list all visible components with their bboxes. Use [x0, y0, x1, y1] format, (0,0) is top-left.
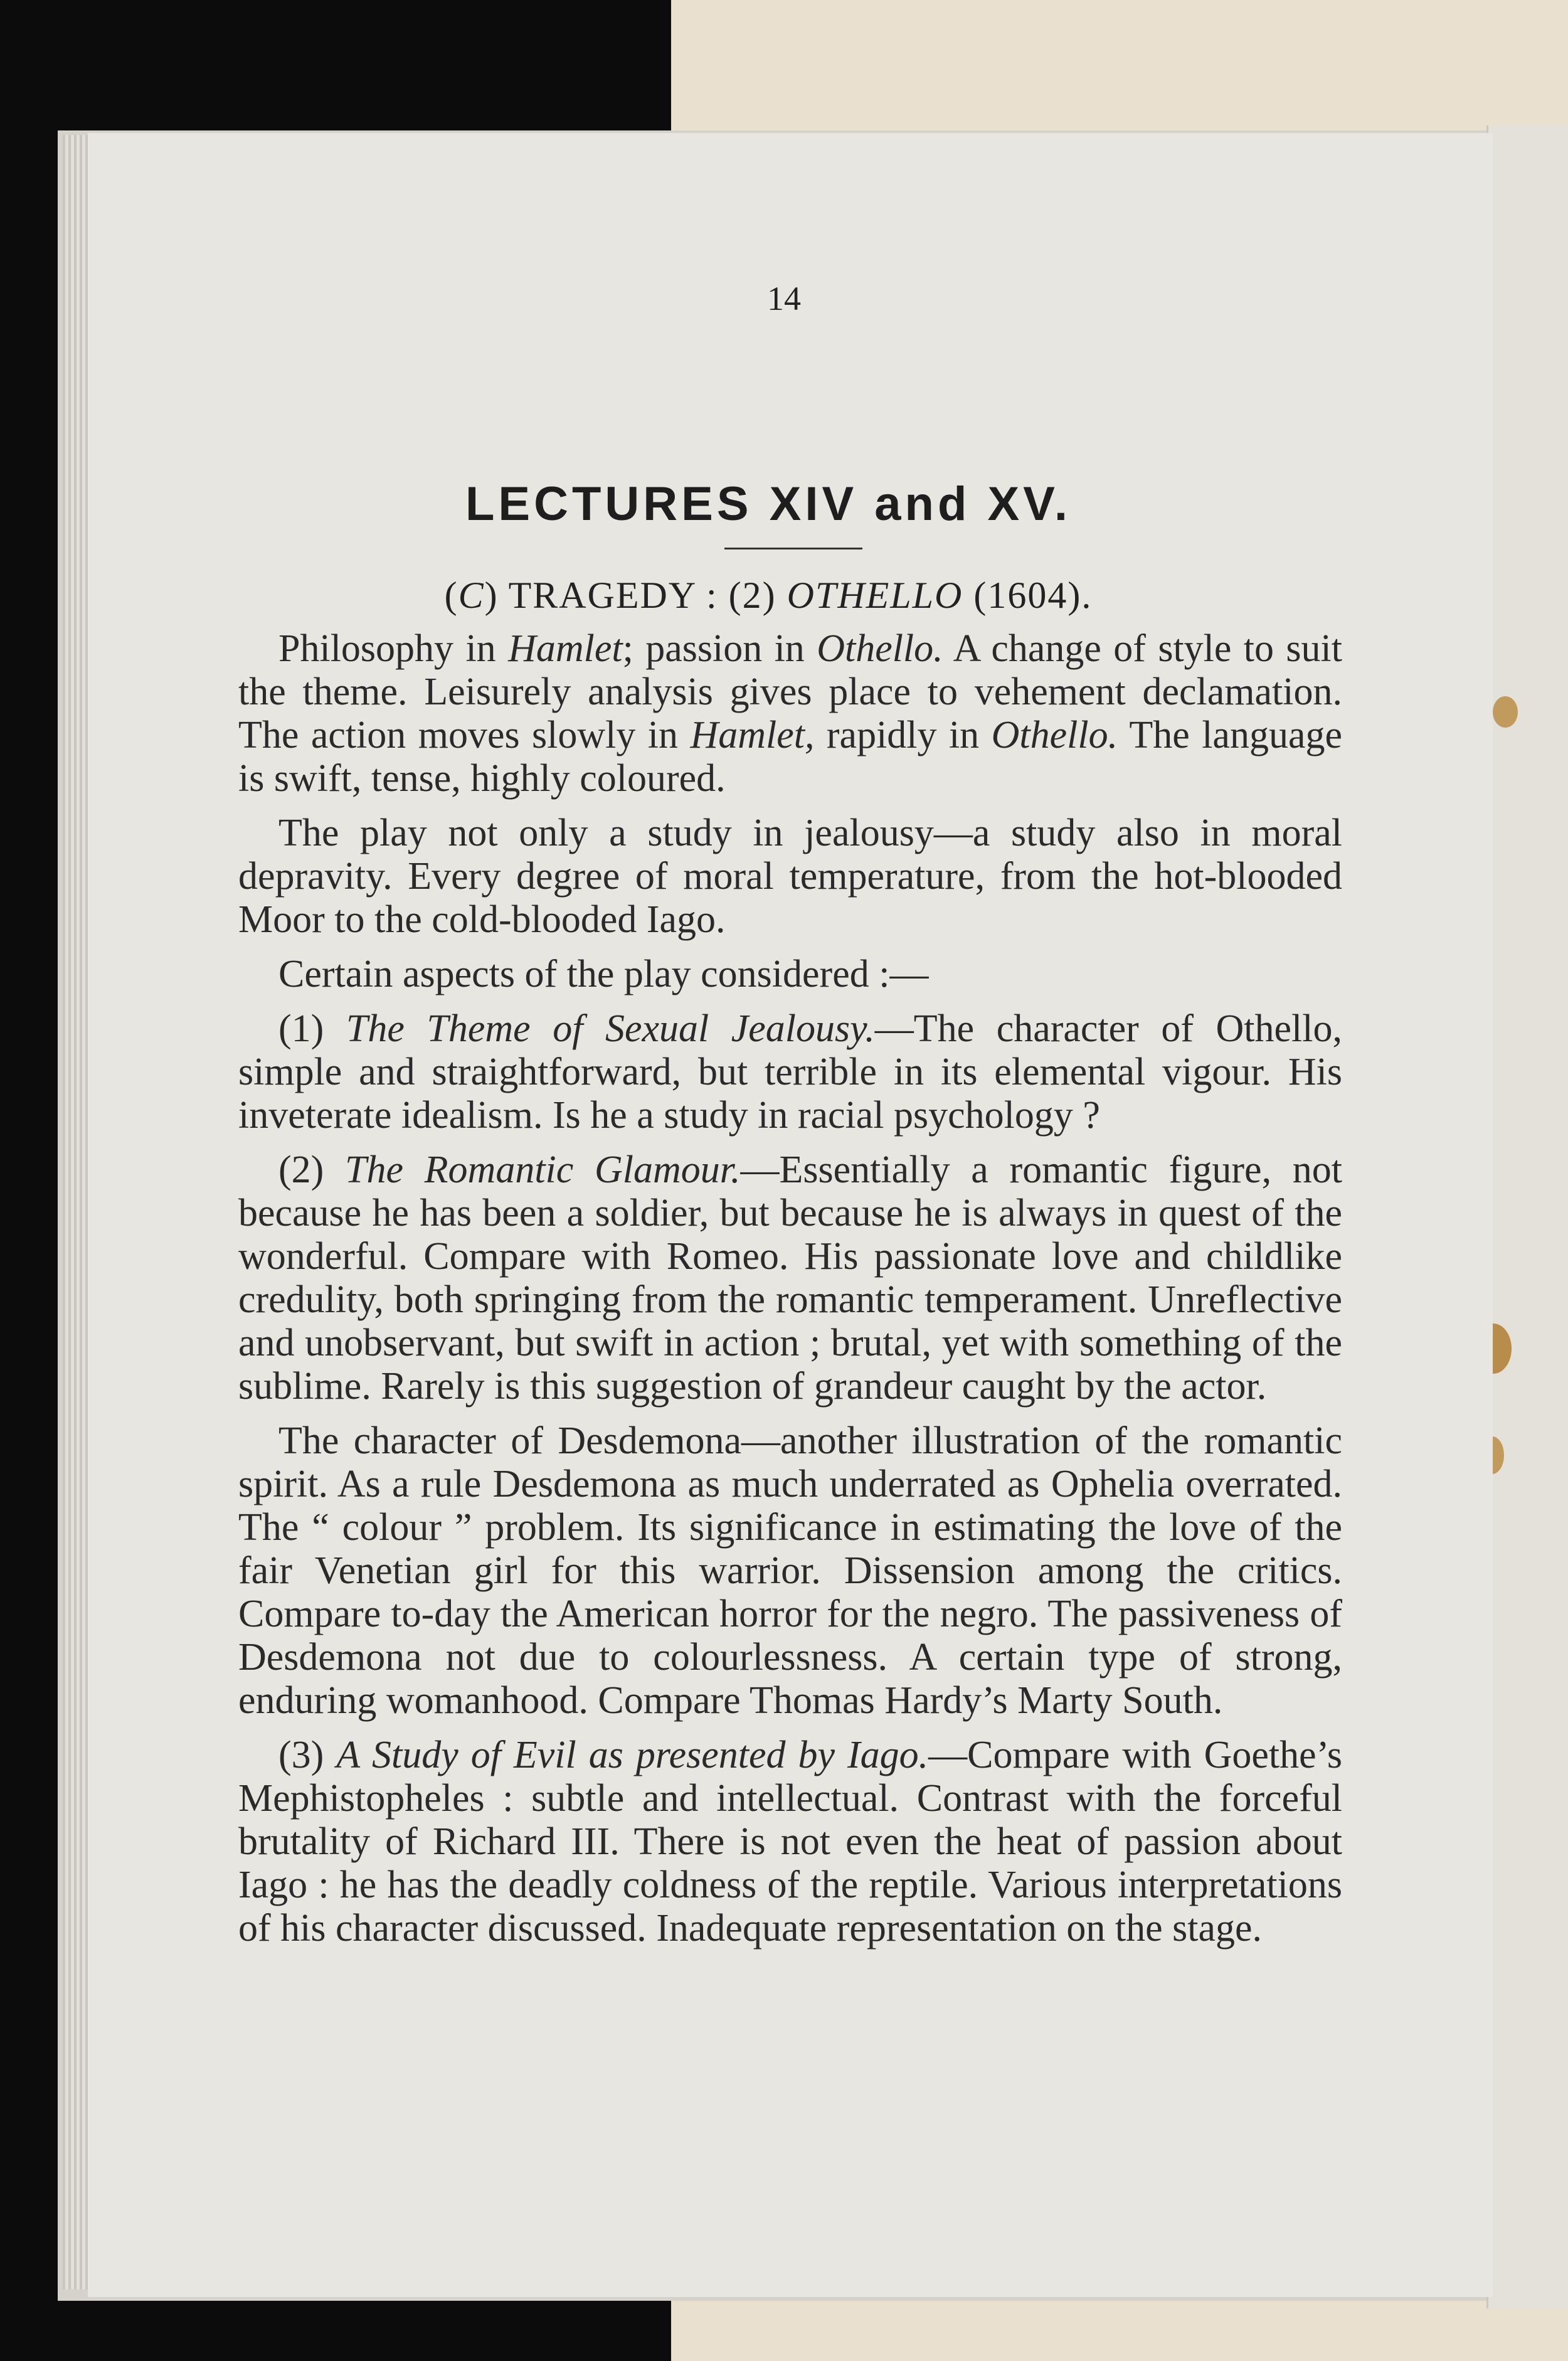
paragraph-philosophy	[238, 627, 1342, 800]
item-title: A Study of Evil as presented by Iago.	[336, 1734, 929, 1776]
item-text: —Essentially a romantic figure, not because he has been a soldier, but because he is always in quest of the wonderful. Compare with Romeo. His passionate love and childlike credulity, both springing from the romantic temperament. Unreflective and unobservant, but swift in action ; brutal, yet with something of the sublime. Rarely is this suggestion of grandeur caught by the actor.	[238, 1149, 1342, 1408]
item-text: —Compare with Goethe’s Mephistopheles : subtle and intellectual. Contrast with the forceful brutality of Richard III. There is not even the heat of passion about Iago : he has the deadly coldness of the reptile. Various interpretations of his character discussed. Inadequate representation on the stage.	[238, 1734, 1342, 1950]
foxing-stain	[1493, 696, 1518, 728]
subheading-tragedy: TRAGEDY : (2)	[508, 575, 776, 616]
italic-run: Othello.	[817, 627, 943, 670]
text-run: ; passion in	[622, 627, 817, 670]
body-text	[238, 627, 1342, 1961]
item-number: (3)	[278, 1734, 337, 1776]
lecture-heading: LECTURES XIV and XV.	[465, 477, 1072, 531]
item-text: —The character of Othello, simple and straightforward, but terrible in its elemental vigour. His inveterate idealism. Is he a study in racial psychology ?	[238, 1007, 1342, 1137]
text-run: A change of style to suit the theme. Leisurely analysis gives place to vehement declamation. The action moves slowly in	[238, 627, 1342, 756]
paragraph-romantic-glamour	[238, 1149, 1342, 1408]
section-letter: C	[458, 575, 485, 616]
heading-rule	[724, 548, 862, 549]
item-number: (2)	[278, 1149, 345, 1191]
italic-run: Hamlet,	[690, 714, 815, 756]
paragraph-theme-jealousy	[238, 1007, 1342, 1137]
paragraph-desdemona: The character of Desdemona—another illustration of the romantic spirit. As a rule Desdemona as much underrated as Ophelia overrated. The “ colour ” problem. Its significance in estimating the love of the fair Venetian girl for this warrior. Dissension among the critics. Compare to-day the American horror for the negro. The passiveness of Desdemona not due to colourlessness. A certain type of strong, enduring womanhood. Compare Thomas Hardy’s Marty South.	[238, 1419, 1342, 1722]
play-title: OTHELLO	[787, 575, 963, 616]
item-number: (1)	[278, 1007, 346, 1050]
subheading: (C) TRAGEDY : (2) OTHELLO (1604).	[444, 575, 1093, 616]
facing-page	[1486, 125, 1568, 2308]
page-number: 14	[767, 280, 801, 317]
italic-run: Othello.	[991, 714, 1118, 756]
text-run: Philosophy in	[278, 627, 509, 670]
text-run: The language is swift, tense, highly coloured.	[238, 714, 1342, 800]
italic-run: Hamlet	[508, 627, 623, 670]
paragraph-aspects: Certain aspects of the play considered :—	[278, 953, 929, 995]
item-title: The Theme of Sexual Jealousy.	[346, 1007, 875, 1050]
paragraph-iago	[238, 1734, 1342, 1950]
play-year: (1604).	[973, 575, 1093, 616]
paragraph-jealousy-study: The play not only a study in jealousy—a study also in moral depravity. Every degree of moral temperature, from the hot-blooded Moor to the cold-blooded Iago.	[238, 812, 1342, 941]
item-title: The Romantic Glamour.	[344, 1149, 741, 1191]
text-run: rapidly in	[814, 714, 992, 756]
